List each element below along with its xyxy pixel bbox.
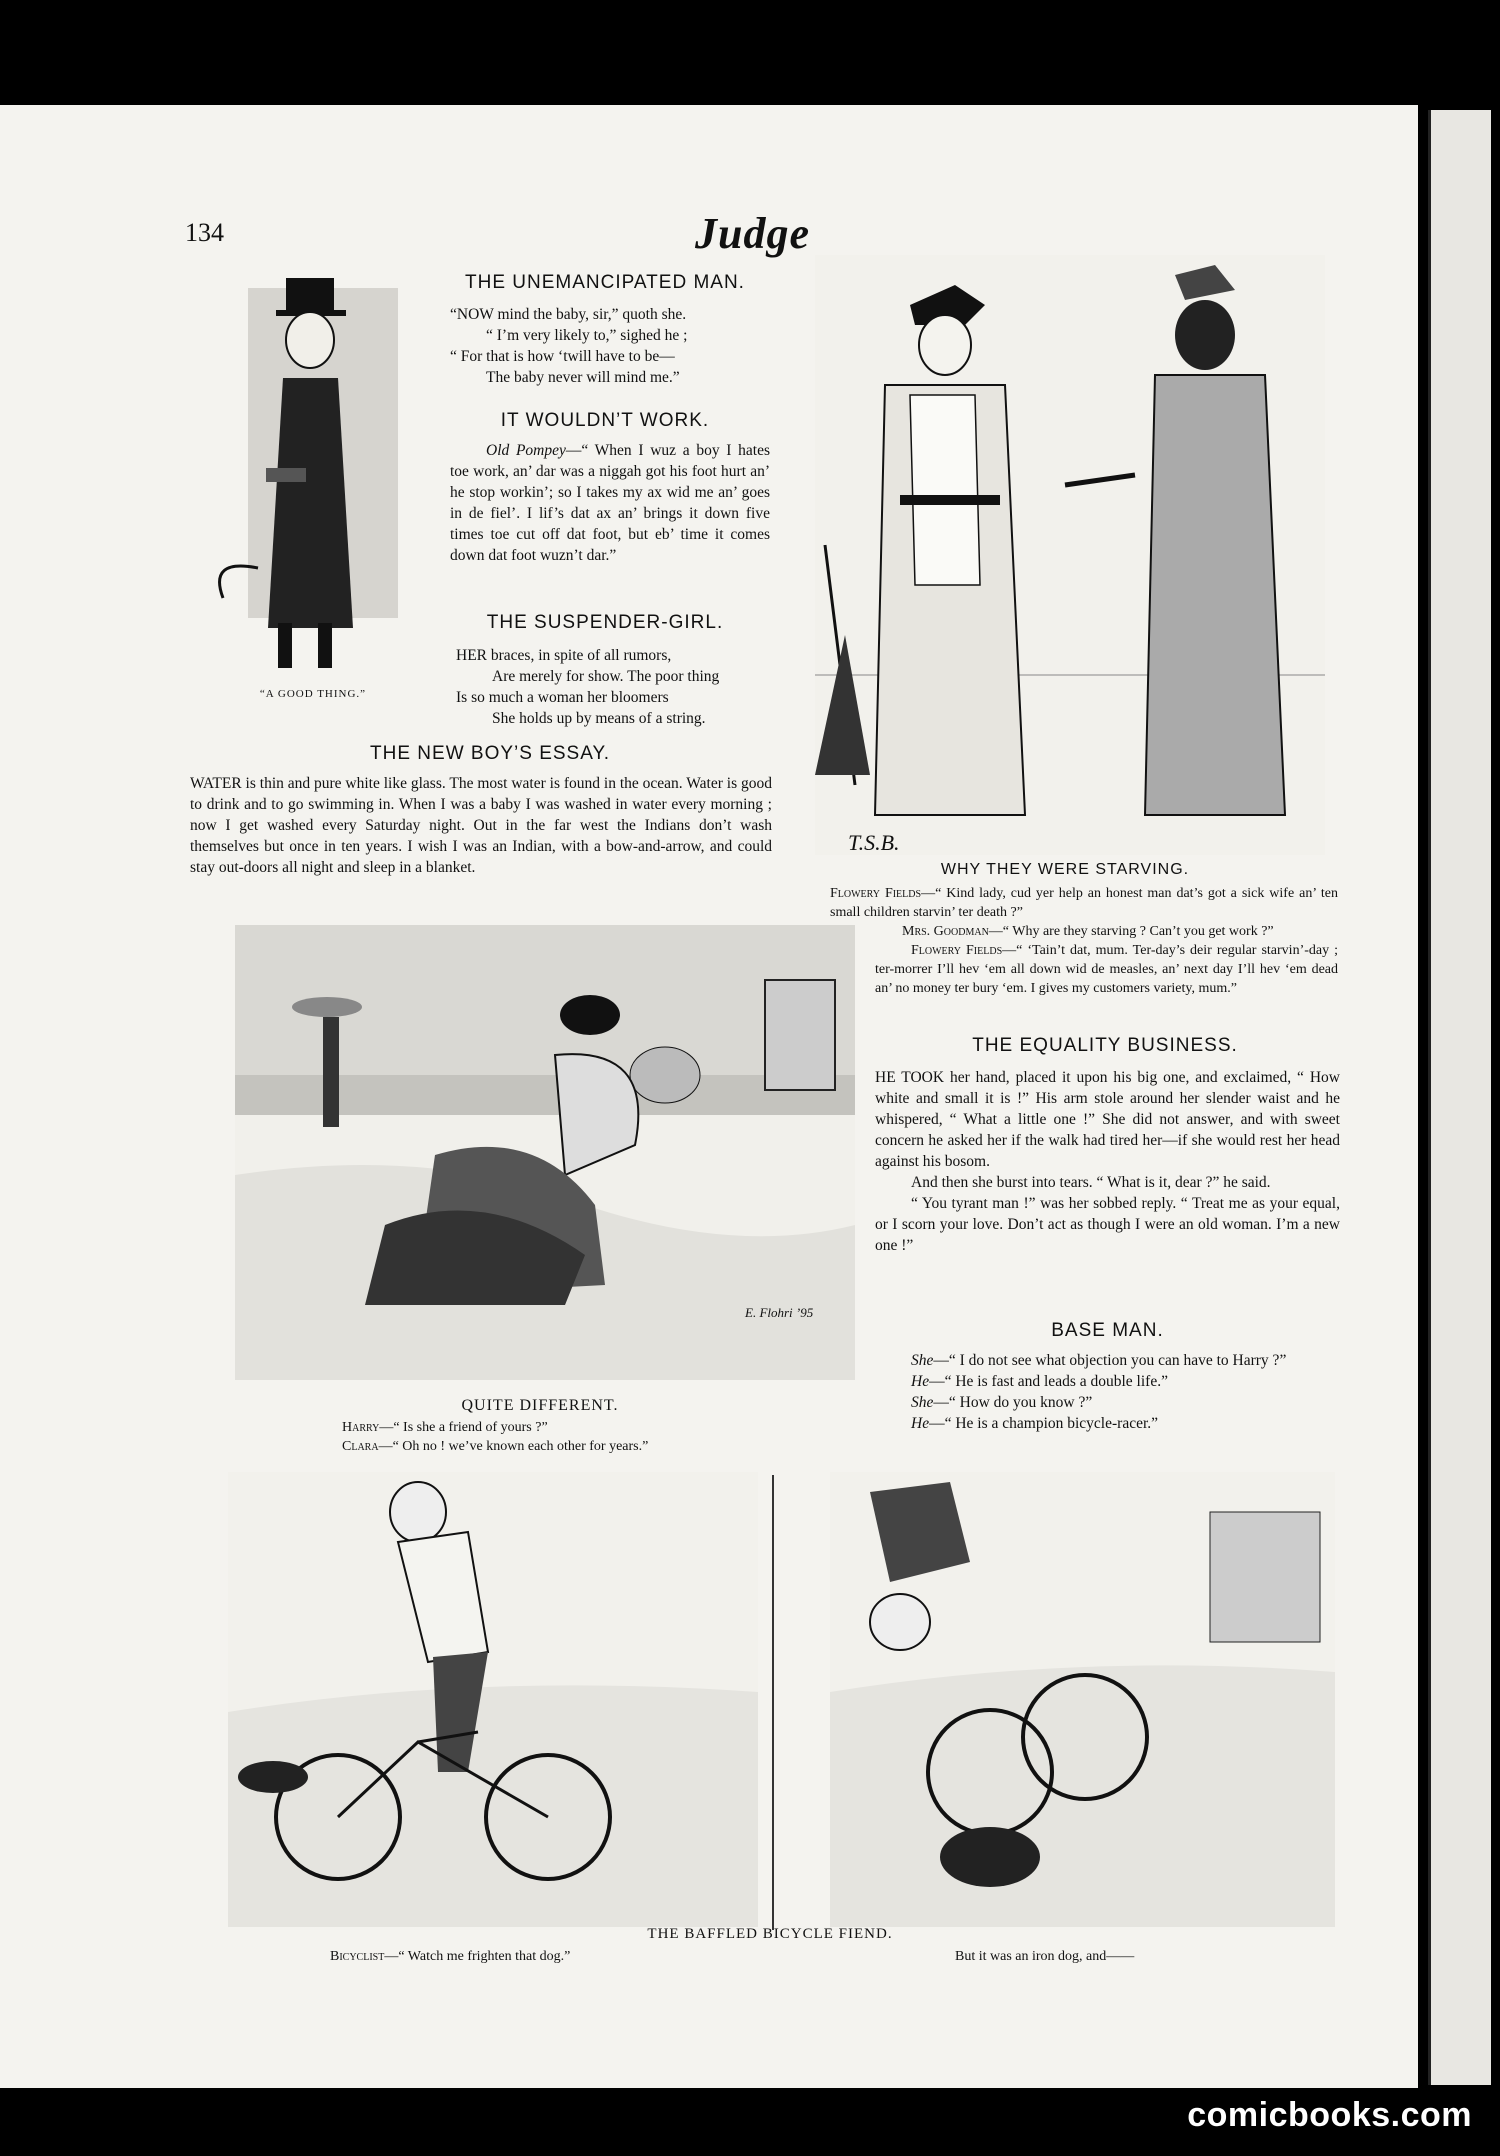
verse-line: “ I’m very likely to,” sighed he ; — [486, 327, 688, 344]
caption-bicycle-right: But it was an iron dog, and—— — [955, 1949, 1135, 1964]
body-text: —“ I do not see what objection you can have to Harry ?” — [933, 1352, 1287, 1369]
masthead: Judge — [695, 209, 810, 258]
body-text: —“ Kind lady, cud yer help an honest man dat’s got a sick wife an’ ten small children starvin’ ter death ?” — [830, 886, 1338, 920]
body-text: —“ He is a champion bicycle-racer.” — [929, 1415, 1159, 1432]
column-divider — [772, 1475, 774, 1930]
title-base-man: BASE MAN. — [1051, 1320, 1164, 1341]
verse-unemancipated — [450, 304, 770, 388]
text-why-starving — [830, 884, 1338, 998]
text-new-boys-essay: WATER is thin and pure white like glass. The most water is found in the ocean. Water is good to drink and to go swimming in. When I was a baby I was washed in water every morning ; now I get washed every Saturday night. Out in the far west the Indians don’t wash themselves but once in ten years. I wish I was an Indian, with a bow-and-arrow, and could stay out-doors all night and sleep in a blanket. — [190, 775, 772, 876]
speaker-name: Old Pompey — [486, 442, 566, 459]
title-wouldnt-work: IT WOULDN’T WORK. — [500, 410, 710, 431]
speaker-name: He — [911, 1415, 930, 1432]
title-suspender-girl: THE SUSPENDER-GIRL. — [486, 612, 724, 633]
speaker-name: She — [911, 1394, 934, 1411]
verse-line: Is so much a woman her bloomers — [456, 689, 669, 706]
text-quite-different — [342, 1418, 762, 1456]
body-text: —“ How do you know ?” — [933, 1394, 1093, 1411]
verse-line: “NOW mind the baby, sir,” quoth she. — [450, 306, 687, 323]
illustration-starving — [815, 255, 1325, 855]
next-page-edge — [1428, 110, 1491, 2085]
body-text: —“ When I wuz a boy I hates toe work, an’ dar was a niggah got his foot hurt an’ he stop workin’; so I takes my ax wid me an’ goes in de fiel’. I lif’s dat ax an’ brings it down five times toe cut off dat foot, but eb’ time it comes down dat foot wuzn’t dar.” — [450, 442, 771, 564]
illustration-good-thing — [188, 268, 428, 688]
verse-suspender-girl — [456, 645, 776, 729]
title-equality-business: THE EQUALITY BUSINESS. — [972, 1035, 1238, 1056]
title-unemancipated: THE UNEMANCIPATED MAN. — [465, 272, 745, 293]
speaker-name: Harry — [342, 1420, 380, 1435]
title-baffled-bicycle-fiend: THE BAFFLED BICYCLE FIEND. — [647, 1926, 893, 1942]
speaker-name: Flowery Fields — [911, 943, 1003, 958]
signature-flohri: E. Flohri ’95 — [745, 1305, 814, 1320]
text-wouldnt-work — [450, 440, 770, 566]
verse-line: The baby never will mind me.” — [486, 369, 680, 386]
body-text: —“ Oh no ! we’ve known each other for years.” — [378, 1439, 649, 1454]
paragraph: “ You tyrant man !” was her sobbed reply. “ Treat me as your equal, or I scorn your love. Don’t act as though I were an old woman. I’m a new one !” — [875, 1195, 1340, 1254]
caption-bicycle-left — [330, 1949, 570, 1965]
speaker-name: Flowery Fields — [830, 886, 922, 901]
text-equality-business — [875, 1067, 1340, 1256]
page-number: 134 — [185, 218, 224, 247]
speaker-name: Clara — [342, 1439, 379, 1454]
paragraph: And then she burst into tears. “ What is it, dear ?” he said. — [911, 1174, 1271, 1191]
body-text: —“ Watch me frighten that dog.” — [384, 1949, 571, 1964]
illustration-bicycle-right — [830, 1472, 1335, 1927]
title-quite-different: QUITE DIFFERENT. — [461, 1397, 619, 1414]
body-text: —“ Is she a friend of yours ?” — [379, 1420, 548, 1435]
speaker-name: Mrs. Goodman — [902, 924, 989, 939]
caption-good-thing: “A GOOD THING.” — [259, 688, 367, 700]
paragraph: HE TOOK her hand, placed it upon his big one, and exclaimed, “ How white and small it is !” His arm stole around her slender waist and he whispered, “ What a little one !” She did not answer, and with sweet concern he asked her if the walk had tired her—if she would rest her head against his bosom. — [875, 1069, 1340, 1170]
verse-line: Are merely for show. The poor thing — [492, 668, 720, 685]
body-text: —“ Why are they starving ? Can’t you get work ?” — [988, 924, 1274, 939]
speaker-name: She — [911, 1352, 934, 1369]
verse-line: HER braces, in spite of all rumors, — [456, 647, 672, 664]
signature-tsb: T.S.B. — [848, 830, 900, 855]
title-new-boys-essay: THE NEW BOY’S ESSAY. — [370, 743, 610, 764]
body-text: —“ ‘Tain’t dat, mum. Ter-day’s deir regular starvin’-day ; ter-morrer I’ll hev ‘em all down wid de measles, an’ next day I’ll hev ‘em dead an’ no money ter bury ‘em. I gives my customers variety, mum.” — [875, 943, 1339, 996]
verse-line: “ For that is how ‘twill have to be— — [450, 348, 675, 365]
watermark: comicbooks.com — [1187, 2096, 1472, 2134]
speaker-name: Bicyclist — [330, 1949, 385, 1964]
title-why-starving: WHY THEY WERE STARVING. — [940, 861, 1190, 878]
speaker-name: He — [911, 1373, 930, 1390]
text-base-man — [875, 1350, 1340, 1434]
illustration-bicycle-left — [228, 1472, 758, 1927]
body-text: —“ He is fast and leads a double life.” — [929, 1373, 1168, 1390]
verse-line: She holds up by means of a string. — [492, 710, 706, 727]
